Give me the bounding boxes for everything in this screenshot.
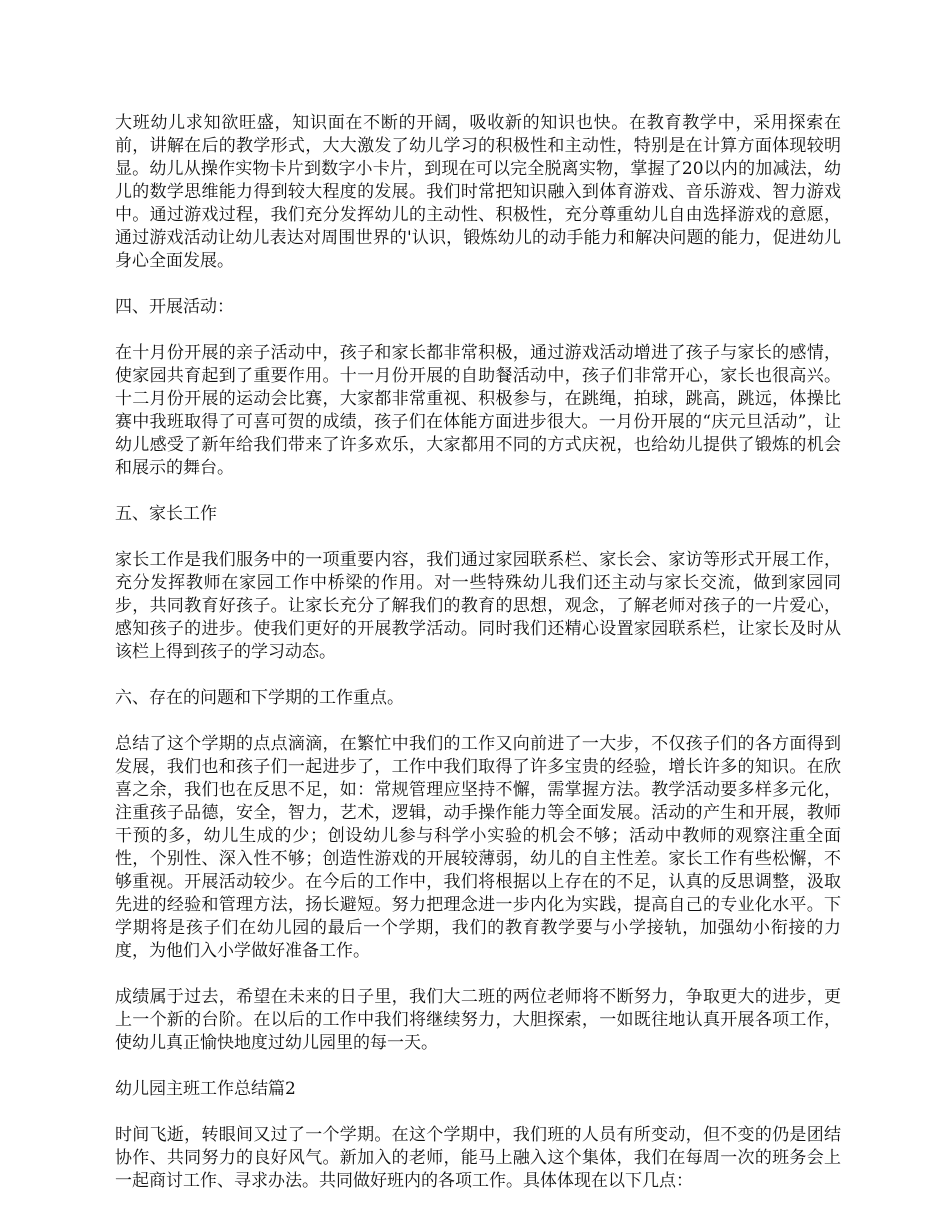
section-heading-activities: 四、开展活动： <box>115 297 234 317</box>
paragraph-teaching-methods: 大班幼儿求知欲旺盛，知识面在不断的开阔，吸收新的知识也快。在教育教学中，采用探索在前，讲解在后的教学形式，大大激发了幼儿学习的积极性和主动性，特别是在计算方面体现较明显。幼儿从操作实物卡片到数字小卡片，到现在可以完全脱离实物，掌握了20以内的加减法，幼儿的数学思维能力得到较大程度的发展。我们时常把知识融入到体育游戏、音乐游戏、智力游戏中。通过游戏过程，我们充分发挥幼儿的主动性、积极性，充分尊重幼儿自由选择游戏的意愿，通过游戏活动让幼儿表达对周围世界的'认识，锻炼幼儿的动手能力和解决问题的能力，促进幼儿身心全面发展。 <box>115 113 841 271</box>
paragraph-part-2-intro: 时间飞逝，转眼间又过了一个学期。在这个学期中，我们班的人员有所变动，但不变的仍是团结协作、共同努力的良好风气。新加入的老师，能马上融入这个集体，我们在每周一次的班务会上一起商讨工作、寻求办法。共同做好班内的各项工作。具体体现在以下几点： <box>115 1125 841 1191</box>
section-heading-problems: 六、存在的问题和下学期的工作重点。 <box>115 688 404 708</box>
paragraph-problems: 总结了这个学期的点点滴滴，在繁忙中我们的工作又向前进了一大步，不仅孩子们的各方面得到发展，我们也和孩子们一起进步了，工作中我们取得了许多宝贵的经验，增长许多的知识。在欣喜之余，我们也在反思不足，如：常规管理应坚持不懈，需掌握方法。教学活动要多样多元化，注重孩子品德，安全，智力，艺术，逻辑，动手操作能力等全面发展。活动的产生和开展，教师干预的多，幼儿生成的少；创设幼儿参与科学小实验的机会不够；活动中教师的观察注重全面性，个别性、深入性不够；创造性游戏的开展较薄弱，幼儿的自主性差。家长工作有些松懈，不够重视。开展活动较少。在今后的工作中，我们将根据以上存在的不足，认真的反思调整，汲取先进的经验和管理方法，扬长避短。努力把理念进一步内化为实践，提高自己的专业化水平。下学期将是孩子们在幼儿园的最后一个学期，我们的教育教学要与小学接轨，加强幼小衔接的力度，为他们入小学做好准备工作。 <box>115 734 841 961</box>
paragraph-conclusion: 成绩属于过去，希望在未来的日子里，我们大二班的两位老师将不断努力，争取更大的进步，更上一个新的台阶。在以后的工作中我们将继续努力，大胆探索，一如既往地认真开展各项工作，使幼儿真正愉快地度过幼儿园里的每一天。 <box>115 987 841 1053</box>
article-title-part-2: 幼儿园主班工作总结篇2 <box>115 1079 296 1099</box>
section-heading-parent-work: 五、家长工作 <box>115 504 217 524</box>
paragraph-activities: 在十月份开展的亲子活动中，孩子和家长都非常积极，通过游戏活动增进了孩子与家长的感情，使家园共育起到了重要作用。十一月份开展的自助餐活动中，孩子们非常开心，家长也很高兴。十二月份开展的运动会比赛，大家都非常重视、积极参与，在跳绳，拍球，跳高，跳远，体操比赛中我班取得了可喜可贺的成绩，孩子们在体能方面进步很大。一月份开展的“庆元旦活动”，让幼儿感受了新年给我们带来了许多欢乐，大家都用不同的方式庆祝，也给幼儿提供了锻炼的机会和展示的舞台。 <box>115 343 841 478</box>
document-body <box>115 112 841 1216</box>
paragraph-parent-work: 家长工作是我们服务中的一项重要内容，我们通过家园联系栏、家长会、家访等形式开展工作，充分发挥教师在家园工作中桥梁的作用。对一些特殊幼儿我们还主动与家长交流，做到家园同步，共同教育好孩子。让家长充分了解我们的教育的思想，观念，了解老师对孩子的一片爱心，感知孩子的进步。使我们更好的开展教学活动。同时我们还精心设置家园联系栏，让家长及时从该栏上得到孩子的学习动态。 <box>115 550 841 662</box>
